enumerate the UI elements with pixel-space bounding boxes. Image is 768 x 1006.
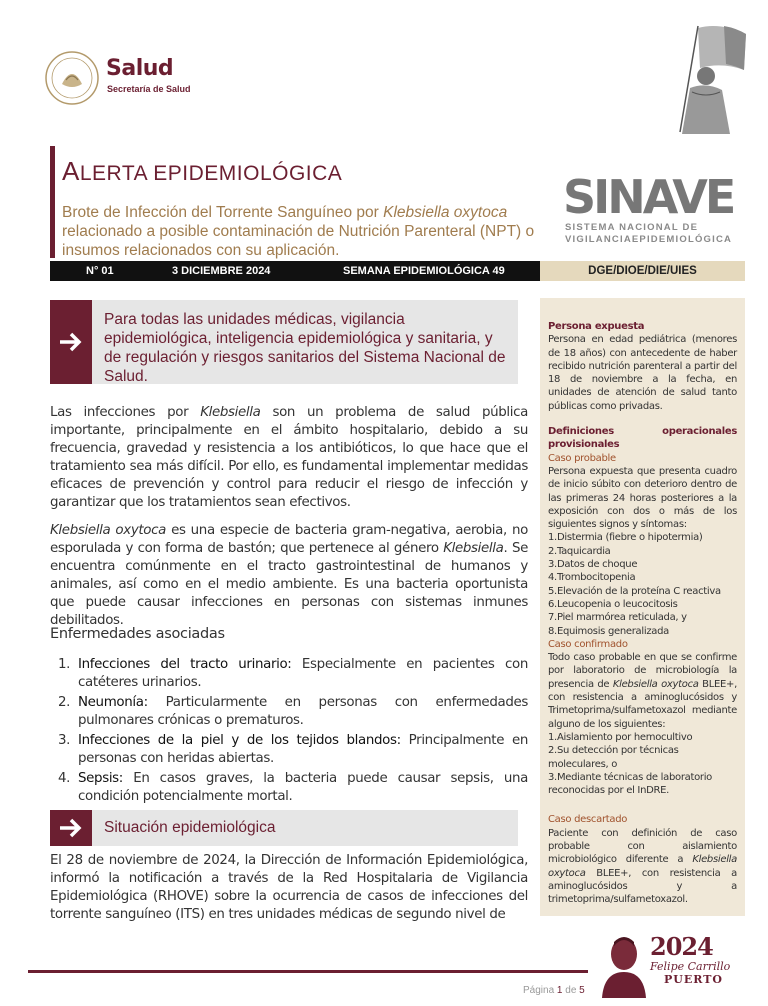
confirmed-title: Caso confirmado: [548, 638, 628, 650]
department-code: DGE/DIOE/DIE/UIES: [540, 261, 745, 281]
document-title: ALERTA EPIDEMIOLÓGICA: [62, 156, 343, 186]
definitions-title: Definiciones operacionales: [548, 426, 737, 438]
epidemiological-week: SEMANA EPIDEMIOLÓGICA 49: [343, 265, 505, 277]
list-item: 6.Leucopenia o leucocitosis: [548, 598, 678, 610]
callout-text: Para todas las unidades médicas, vigilancia epidemiológica, inteligencia epidemiológica y sanitaria, y de regulación y riesgos sanitarios del Sistema Nacional de Salud.: [104, 311, 506, 385]
exposed-title: Persona expuesta: [548, 321, 645, 332]
fcp-puerto: PUERTO: [664, 973, 723, 986]
methods-list: [548, 731, 737, 797]
probable-text: Persona expuesta que presenta cuadro de inicio súbito con deterioro dentro de las primeras 24 horas posteriores a la exposición con dos o más de los siguientes signos y síntomas:: [548, 465, 737, 531]
list-item: 3.Mediante técnicas de laboratorio reconocidas por el InDRE.: [548, 771, 713, 797]
list-item: 4.Trombocitopenia: [548, 572, 636, 584]
salud-logo: [44, 48, 204, 108]
fcp-year: 2024: [650, 932, 713, 961]
arrow-right-icon: [58, 817, 84, 839]
list-item: 1.Aislamiento por hemocultivo: [548, 731, 693, 743]
confirmed-text: Todo caso probable en que se confirme por laboratorio de microbiología la presencia de Klebsiella oxytoca BLEE+, con resistencia a aminoglucósidos y Trimetoprima/sulfametoxazol mediante alguno de los siguientes:: [548, 652, 737, 730]
list-item: 2.Taquicardia: [548, 545, 611, 557]
definitions-title-cont: provisionales: [548, 439, 620, 451]
sinave-logo: [563, 170, 743, 250]
list-item: 5.Elevación de la proteína C reactiva: [548, 585, 721, 597]
document-subtitle: Brote de Infección del Torrente Sanguíneo por Klebsiella oxytoca relacionado a posible contaminación de Nutrición Parenteral (NPT) o insumos relacionados con su aplicación.: [62, 204, 535, 259]
klebsiella-paragraph: Klebsiella oxytoca es una especie de bacteria gram-negativa, aerobia, no esporulada y con forma de bastón; que pertenece al género Klebsiella. Se encuentra comúnmente en el tracto gastrointestinal de humanos y animales, así como en el medio ambiente. Es una bacteria oportunista que puede causar infecciones en personas con sistemas inmunes debilitados.: [50, 523, 528, 628]
discarded-text: Paciente con definición de caso probable con aislamiento microbiológico diferente a Klebsiella oxytoca BLEE+, con resistencia a aminoglucósidos y a trimetoprima/sulfametoxazol.: [548, 827, 737, 906]
list-item: 2. Neumonía: Particularmente en personas con enfermedades pulmonares crónicas o prematuros.: [58, 695, 528, 728]
sinave-wordmark: SINAVE: [563, 170, 734, 224]
list-item: 7.Piel marmórea reticulada, y: [548, 612, 687, 624]
symptoms-list: [548, 531, 737, 637]
bulletin-date: 3 DICIEMBRE 2024: [172, 265, 271, 277]
situation-section-header: [50, 810, 518, 846]
arrow-right-icon: [58, 330, 84, 354]
list-item: 2.Su detección por técnicas moleculares, o: [548, 745, 679, 770]
logo-title: Salud: [106, 56, 174, 81]
list-item: 1. Infecciones del tracto urinario: Especialmente en pacientes con catéteres urinarios.: [58, 657, 528, 690]
list-item: 4. Sepsis: En casos graves, la bacteria puede causar sepsis, una condición potencialmente mortal.: [58, 771, 528, 804]
fcp-name: Felipe Carrillo: [650, 960, 731, 973]
sinave-tagline: SISTEMA NACIONAL DE VIGILANCIAEPIDEMIOLÓGICA: [565, 222, 733, 245]
logo-subtitle: Secretaría de Salud: [107, 84, 191, 94]
flag-woman-illustration-icon: [640, 22, 750, 134]
footer-divider: [28, 970, 588, 973]
discarded-title: Caso descartado: [548, 814, 628, 826]
intro-paragraph: Las infecciones por Klebsiella son un problema de salud pública importante, principalmente en el ámbito hospitalario, debido a su frecuencia, gravedad y resistencia a los antibióticos, lo que hace que el tratamiento sea más difícil. Por ello, es fundamental implementar medidas eficaces de prevención y control para reducir el riesgo de infección y garantizar que los tratamientos sean efectivos.: [50, 405, 529, 510]
list-item: 8.Equimosis generalizada: [548, 625, 669, 637]
bulletin-number: N° 01: [86, 265, 114, 277]
page-number: Página 1 de 5: [523, 985, 585, 996]
title-accent-bar: [50, 146, 55, 258]
portrait-icon: [598, 928, 650, 998]
diseases-list: [50, 656, 528, 808]
audience-callout: [50, 300, 518, 384]
section-arrow-box: [50, 810, 92, 846]
case-definitions-sidebar: [540, 298, 745, 916]
callout-arrow-box: [50, 300, 92, 384]
situation-title: Situación epidemiológica: [104, 819, 276, 836]
diseases-heading: Enfermedades asociadas: [50, 626, 225, 642]
bulletin-info-bar: [50, 261, 580, 281]
situation-paragraph: El 28 de noviembre de 2024, la Dirección de Información Epidemiológica, informó la notificación a través de la Red Hospitalaria de Vigilancia Epidemiológica (RHOVE) sobre la ocurrencia de casos de infecciones del torrente sanguíneo (ITS) en tres unidades médicas de segundo nivel de: [50, 853, 528, 922]
felipe-carrillo-puerto-logo: [598, 928, 748, 998]
list-item: 3.Datos de choque: [548, 559, 638, 571]
list-item: 3. Infecciones de la piel y de los tejidos blandos: Principalmente en personas con heridas abiertas.: [58, 733, 528, 766]
list-item: 1.Distermia (fiebre o hipotermia): [548, 532, 703, 544]
exposed-text: Persona en edad pediátrica (menores de 18 años) con antecedente de haber recibido nutrición parenteral a partir del 18 de noviembre a la fecha, en unidades de atención de salud tanto públicas como privadas.: [548, 334, 737, 412]
probable-title: Caso probable: [548, 452, 616, 464]
mexico-seal-icon: [44, 50, 100, 106]
